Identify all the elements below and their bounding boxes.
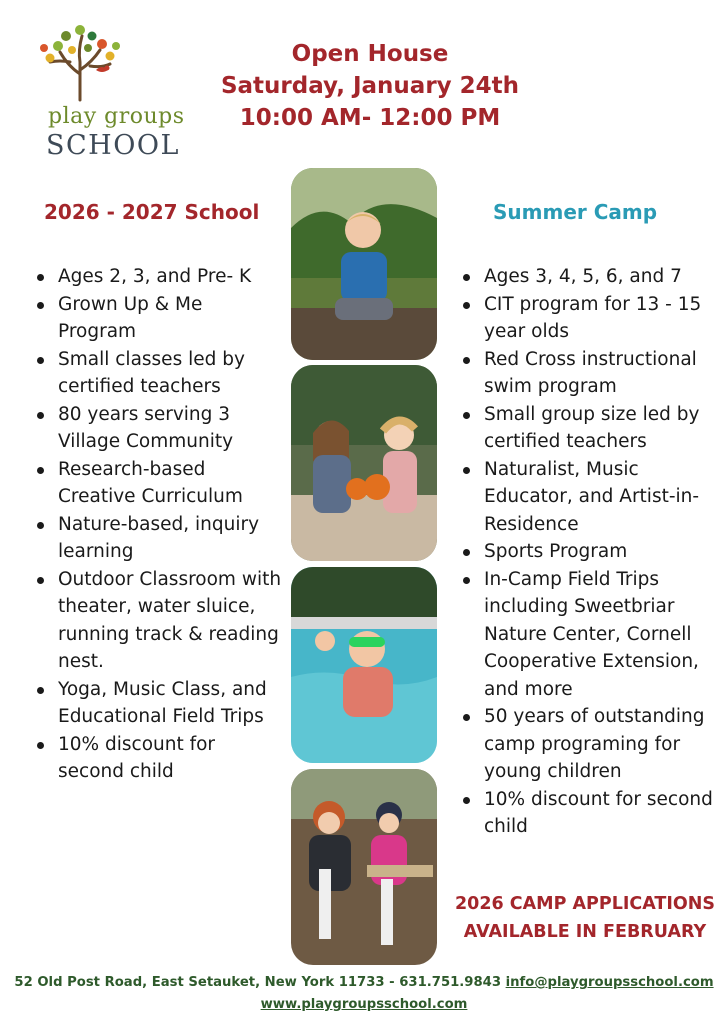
list-item: Yoga, Music Class, and Educational Field Trips — [32, 676, 282, 731]
open-house-header — [205, 38, 535, 134]
logo-text-play-groups: play groups — [48, 104, 185, 129]
list-item: Ages 2, 3, and Pre- K — [32, 263, 282, 291]
list-item: Sports Program — [458, 538, 716, 566]
list-item: 10% discount for second child — [458, 786, 716, 841]
photo-boy-smiling — [291, 168, 437, 360]
school-logo — [30, 22, 200, 161]
list-item: 10% discount for second child — [32, 731, 282, 786]
list-item: Grown Up & Me Program — [32, 291, 282, 346]
contact-footer — [0, 972, 728, 1016]
open-house-date: Saturday, January 24th — [220, 73, 520, 99]
logo-text-school: SCHOOL — [46, 130, 180, 161]
camp-applications-notice — [440, 890, 728, 946]
footer-line2 — [0, 994, 728, 1016]
tree-logo-icon — [30, 22, 130, 102]
camp-section-title: Summer Camp — [493, 200, 658, 224]
list-item: 80 years serving 3 Village Community — [32, 401, 282, 456]
photo-girls-pumpkins — [291, 365, 437, 561]
list-item: Research-based Creative Curriculum — [32, 456, 282, 511]
list-item: Nature-based, inquiry learning — [32, 511, 282, 566]
list-item: Naturalist, Music Educator, and Artist-in-Residence — [458, 456, 716, 539]
camp-applications-line2: AVAILABLE IN FEBRUARY — [463, 922, 707, 942]
footer-website-link[interactable]: www.playgroupsschool.com — [260, 997, 468, 1012]
list-item: Small classes led by certified teachers — [32, 346, 282, 401]
list-item: Small group size led by certified teachers — [458, 401, 716, 456]
school-section-title: 2026 - 2027 School — [44, 200, 260, 224]
camp-applications-line1: 2026 CAMP APPLICATIONS — [455, 894, 715, 914]
open-house-time: 10:00 AM- 12:00 PM — [239, 105, 501, 131]
footer-address: 52 Old Post Road, East Setauket, New York 11733 - 631.751.9843 — [14, 975, 502, 990]
footer-email-link[interactable]: info@playgroupsschool.com — [505, 975, 714, 990]
school-features-list — [32, 263, 282, 786]
open-house-title: Open House — [291, 41, 449, 67]
list-item: Ages 3, 4, 5, 6, and 7 — [458, 263, 716, 291]
photo-child-swimming — [291, 567, 437, 763]
camp-features-list — [458, 263, 716, 841]
list-item: 50 years of outstanding camp programing for young children — [458, 703, 716, 786]
list-item: CIT program for 13 - 15 year olds — [458, 291, 716, 346]
list-item: Outdoor Classroom with theater, water sluice, running track & reading nest. — [32, 566, 282, 676]
photo-kids-outdoors — [291, 769, 437, 965]
list-item: Red Cross instructional swim program — [458, 346, 716, 401]
footer-line1 — [0, 972, 728, 994]
list-item: In-Camp Field Trips including Sweetbriar Nature Center, Cornell Cooperative Extension, and more — [458, 566, 716, 704]
